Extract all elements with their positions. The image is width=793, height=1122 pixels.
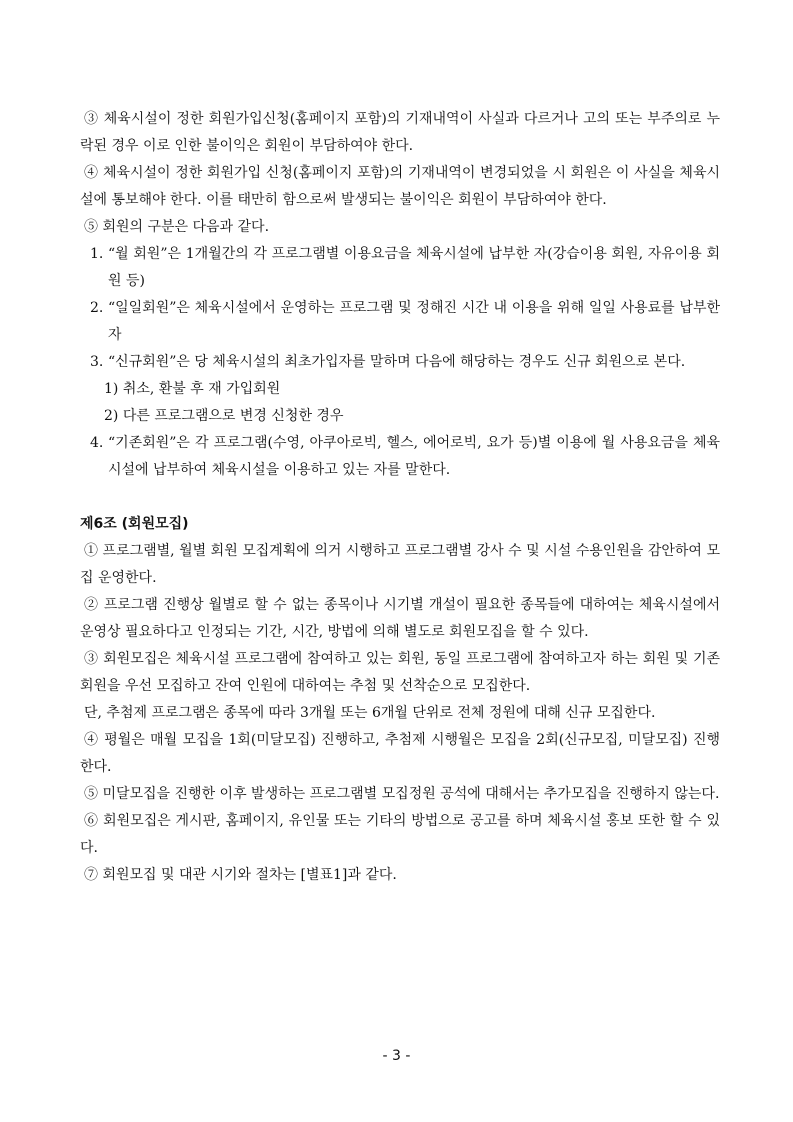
member-type-item-4 [80, 430, 720, 484]
member-type-item-1 [80, 241, 720, 295]
clause-6-1: ① 프로그램별, 월별 회원 모집계획에 의거 시행하고 프로그램별 강사 수 및 시설 수용인원을 감안하여 모집 운영한다. [80, 543, 720, 586]
subitem-2: 2) 다른 프로그램으로 변경 신청한 경우 [104, 408, 344, 424]
item-number: 2. [90, 300, 104, 316]
clause-5-3: ③ 체육시설이 정한 회원가입신청(홈페이지 포함)의 기재내역이 사실과 다르거나 고의 또는 부주의로 누락된 경우 이로 인한 불이익은 회원이 부담하여야 한다. [80, 111, 720, 154]
clause-6-3-proviso: 단, 추첨제 프로그램은 종목에 따라 3개월 또는 6개월 단위로 전체 정원에 대해 신규 모집한다. [84, 705, 656, 721]
item-text: “신규회원”은 당 체육시설의 최초가입자를 말하며 다음에 해당하는 경우도 신규 회원으로 본다. [108, 354, 686, 370]
clause-5-4: ④ 체육시설이 정한 회원가입 신청(홈페이지 포함)의 기재내역이 변경되었을 시 회원은 이 사실을 체육시설에 통보해야 한다. 이를 태만히 함으로써 발생되는 불이익은 회원이 부담하여야 한다. [80, 165, 720, 208]
item-text: “월 회원”은 1개월간의 각 프로그램별 이용요금을 체육시설에 납부한 자(강습이용 회원, 자유이용 회원 등) [108, 246, 720, 289]
item-text: “일일회원”은 체육시설에서 운영하는 프로그램 및 정해진 시간 내 이용을 위해 일일 사용료를 납부한 자 [108, 300, 720, 343]
page-number: - 3 - [382, 1048, 411, 1064]
member-type-item-2 [80, 295, 720, 349]
clause-6-7: ⑦ 회원모집 및 대관 시기와 절차는 [별표1]과 같다. [84, 867, 397, 883]
item-number: 4. [90, 435, 104, 451]
clause-6-5: ⑤ 미달모집을 진행한 이후 발생하는 프로그램별 모집정원 공석에 대해서는 추가모집을 진행하지 않는다. [84, 786, 720, 802]
subitem-1: 1) 취소, 환불 후 재 가입회원 [104, 381, 281, 397]
clause-6-6: ⑥ 회원모집은 게시판, 홈페이지, 유인물 또는 기타의 방법으로 공고를 하며 체육시설 홍보 또한 할 수 있다. [80, 813, 720, 856]
member-type-item-3 [80, 349, 720, 376]
clause-5-5: ⑤ 회원의 구분은 다음과 같다. [84, 219, 270, 235]
clause-6-3: ③ 회원모집은 체육시설 프로그램에 참여하고 있는 회원, 동일 프로그램에 참여하고자 하는 회원 및 기존회원을 우선 모집하고 잔여 인원에 대하여는 추첨 및 선착순으로 모집한다. [80, 651, 720, 694]
article-6-heading: 제6조 (회원모집) [80, 516, 189, 532]
clause-6-2: ② 프로그램 진행상 월별로 할 수 없는 종목이나 시기별 개설이 필요한 종목들에 대하여는 체육시설에서 운영상 필요하다고 인정되는 기간, 시간, 방법에 의해 별도로 회원모집을 할 수 있다. [80, 597, 720, 640]
item-text: “기존회원”은 각 프로그램(수영, 아쿠아로빅, 헬스, 에어로빅, 요가 등)별 이용에 월 사용요금을 체육시설에 납부하여 체육시설을 이용하고 있는 자를 말한다. [108, 435, 720, 478]
clause-6-4: ④ 평월은 매월 모집을 1회(미달모집) 진행하고, 추첨제 시행월은 모집을 2회(신규모집, 미달모집) 진행한다. [80, 732, 720, 775]
item-number: 1. [90, 246, 104, 262]
document-body [80, 106, 720, 889]
item-number: 3. [90, 354, 104, 370]
